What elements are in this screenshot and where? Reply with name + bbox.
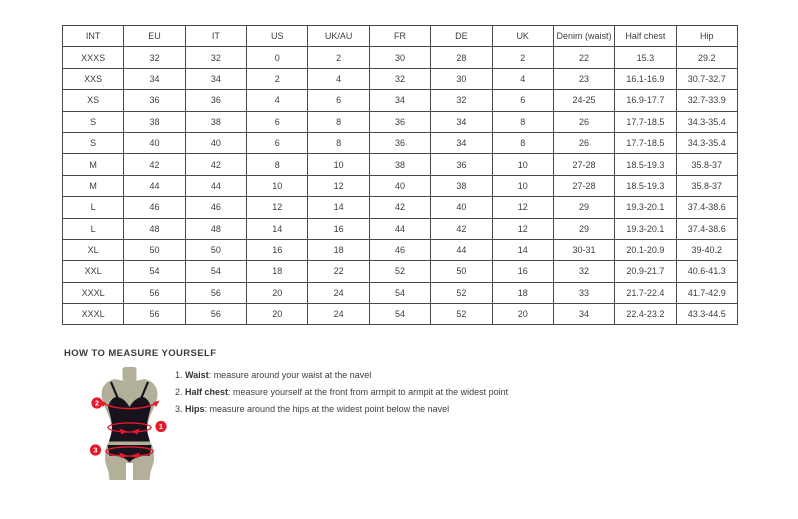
size-cell: 26 — [553, 111, 614, 132]
size-cell: 10 — [492, 175, 553, 196]
size-cell: 16 — [308, 218, 369, 239]
size-cell: 2 — [492, 47, 553, 68]
size-cell: 14 — [247, 218, 308, 239]
size-cell: 18 — [247, 261, 308, 282]
size-cell: XXXS — [63, 47, 124, 68]
size-cell: 54 — [369, 282, 430, 303]
size-cell: 30.7-32.7 — [676, 68, 737, 89]
size-cell: 16 — [247, 239, 308, 260]
size-cell: 4 — [247, 90, 308, 111]
step-number: 3. — [175, 404, 186, 414]
size-cell: 46 — [124, 197, 185, 218]
size-cell: 20 — [492, 304, 553, 325]
measurement-figure — [82, 363, 177, 508]
size-cell: 6 — [308, 90, 369, 111]
table-row — [63, 197, 738, 218]
size-cell: XL — [63, 239, 124, 260]
size-cell: 36 — [369, 132, 430, 153]
size-cell: 27-28 — [553, 154, 614, 175]
step-term: Waist — [185, 370, 209, 380]
size-cell: 40 — [431, 197, 492, 218]
size-cell: 52 — [431, 282, 492, 303]
table-row — [63, 111, 738, 132]
size-cell: 18.5-19.3 — [615, 175, 676, 196]
size-cell: 14 — [492, 239, 553, 260]
size-cell: 40 — [185, 132, 246, 153]
column-header: UK/AU — [308, 26, 369, 47]
size-cell: 41.7-42.9 — [676, 282, 737, 303]
size-cell: 34 — [431, 132, 492, 153]
size-cell: S — [63, 111, 124, 132]
size-cell: XXXL — [63, 282, 124, 303]
size-cell: 32 — [553, 261, 614, 282]
size-cell: 30-31 — [553, 239, 614, 260]
table-row — [63, 218, 738, 239]
size-cell: 10 — [247, 175, 308, 196]
size-cell: 54 — [369, 304, 430, 325]
size-cell: 6 — [247, 111, 308, 132]
size-table — [62, 25, 738, 325]
size-cell: 20.9-21.7 — [615, 261, 676, 282]
size-cell: 35.8-37 — [676, 154, 737, 175]
size-cell: 10 — [492, 154, 553, 175]
marker-2 — [91, 397, 102, 408]
size-cell: 34 — [124, 68, 185, 89]
size-cell: 36 — [185, 90, 246, 111]
size-cell: 40 — [124, 132, 185, 153]
size-cell: 20 — [247, 304, 308, 325]
size-cell: 38 — [185, 111, 246, 132]
measure-step — [175, 369, 508, 386]
size-cell: 30 — [369, 47, 430, 68]
size-cell: 34 — [431, 111, 492, 132]
size-cell: 12 — [492, 197, 553, 218]
table-row — [63, 304, 738, 325]
size-cell: 2 — [308, 47, 369, 68]
size-cell: 8 — [492, 111, 553, 132]
size-cell: 36 — [124, 90, 185, 111]
size-cell: 36 — [369, 111, 430, 132]
size-cell: 38 — [369, 154, 430, 175]
marker-3-number: 3 — [93, 447, 98, 455]
step-number: 1. — [175, 370, 186, 380]
size-cell: 24 — [308, 282, 369, 303]
size-cell: 32 — [185, 47, 246, 68]
size-cell: M — [63, 154, 124, 175]
size-cell: 44 — [185, 175, 246, 196]
step-term: Half chest — [185, 387, 229, 397]
table-row — [63, 132, 738, 153]
step-text: : measure yourself at the front from armpit to armpit at the widest point — [228, 387, 509, 397]
size-cell: 40.6-41.3 — [676, 261, 737, 282]
column-header: UK — [492, 26, 553, 47]
size-cell: 32 — [124, 47, 185, 68]
size-cell: 42 — [369, 197, 430, 218]
column-header: Hip — [676, 26, 737, 47]
size-cell: 54 — [185, 261, 246, 282]
size-cell: 21.7-22.4 — [615, 282, 676, 303]
size-cell: 44 — [369, 218, 430, 239]
size-cell: 15.3 — [615, 47, 676, 68]
size-cell: 34 — [185, 68, 246, 89]
size-cell: 40 — [369, 175, 430, 196]
size-cell: 46 — [369, 239, 430, 260]
size-table-header-row — [63, 26, 738, 47]
size-cell: 35.8-37 — [676, 175, 737, 196]
table-row — [63, 90, 738, 111]
table-row — [63, 47, 738, 68]
size-cell: 36 — [431, 154, 492, 175]
size-cell: 50 — [185, 239, 246, 260]
size-cell: 12 — [247, 197, 308, 218]
column-header: DE — [431, 26, 492, 47]
size-cell: 38 — [124, 111, 185, 132]
size-cell: 26 — [553, 132, 614, 153]
size-cell: 19.3-20.1 — [615, 218, 676, 239]
column-header: US — [247, 26, 308, 47]
size-cell: 52 — [431, 304, 492, 325]
size-cell: 52 — [369, 261, 430, 282]
size-cell: 0 — [247, 47, 308, 68]
size-cell: 48 — [124, 218, 185, 239]
marker-1 — [155, 421, 166, 432]
size-cell: 34 — [369, 90, 430, 111]
size-cell: 2 — [247, 68, 308, 89]
size-cell: 42 — [431, 218, 492, 239]
measure-guide-title: HOW TO MEASURE YOURSELF — [64, 348, 217, 359]
size-cell: 56 — [185, 304, 246, 325]
size-cell: 46 — [185, 197, 246, 218]
size-cell: 29 — [553, 218, 614, 239]
size-cell: 16.9-17.7 — [615, 90, 676, 111]
table-row — [63, 154, 738, 175]
size-cell: 8 — [247, 154, 308, 175]
size-cell: 17.7-18.5 — [615, 111, 676, 132]
size-cell: 54 — [124, 261, 185, 282]
step-term: Hips — [185, 404, 205, 414]
size-cell: 50 — [431, 261, 492, 282]
size-cell: 16 — [492, 261, 553, 282]
size-cell: 33 — [553, 282, 614, 303]
size-cell: M — [63, 175, 124, 196]
size-cell: XS — [63, 90, 124, 111]
size-cell: 38 — [431, 175, 492, 196]
size-cell: 22.4-23.2 — [615, 304, 676, 325]
size-cell: 29.2 — [676, 47, 737, 68]
step-text: : measure around the hips at the widest point below the navel — [204, 404, 450, 414]
marker-1-number: 1 — [159, 424, 163, 432]
size-cell: 42 — [124, 154, 185, 175]
measure-step — [175, 386, 508, 403]
size-cell: 22 — [308, 261, 369, 282]
size-cell: 8 — [492, 132, 553, 153]
size-cell: 22 — [553, 47, 614, 68]
measure-step — [175, 403, 508, 420]
size-cell: 37.4-38.6 — [676, 218, 737, 239]
size-cell: 10 — [308, 154, 369, 175]
size-cell: 18 — [492, 282, 553, 303]
size-cell: 29 — [553, 197, 614, 218]
column-header: INT — [63, 26, 124, 47]
size-cell: 12 — [492, 218, 553, 239]
measure-steps — [175, 369, 508, 420]
size-cell: 56 — [185, 282, 246, 303]
size-cell: 32.7-33.9 — [676, 90, 737, 111]
size-cell: 32 — [369, 68, 430, 89]
size-cell: 20.1-20.9 — [615, 239, 676, 260]
size-cell: 44 — [431, 239, 492, 260]
size-cell: 34.3-35.4 — [676, 111, 737, 132]
size-cell: 4 — [308, 68, 369, 89]
step-number: 2. — [175, 387, 186, 397]
size-cell: 12 — [308, 175, 369, 196]
column-header: IT — [185, 26, 246, 47]
table-row — [63, 282, 738, 303]
table-row — [63, 239, 738, 260]
column-header: FR — [369, 26, 430, 47]
size-cell: 23 — [553, 68, 614, 89]
size-cell: 30 — [431, 68, 492, 89]
size-cell: L — [63, 218, 124, 239]
size-cell: 19.3-20.1 — [615, 197, 676, 218]
size-cell: 27-28 — [553, 175, 614, 196]
size-cell: 20 — [247, 282, 308, 303]
mannequin-illustration — [82, 363, 177, 508]
size-cell: 34.3-35.4 — [676, 132, 737, 153]
size-cell: 28 — [431, 47, 492, 68]
size-cell: XXXL — [63, 304, 124, 325]
size-cell: 42 — [185, 154, 246, 175]
size-cell: 6 — [492, 90, 553, 111]
size-cell: 34 — [553, 304, 614, 325]
column-header: Denim (waist) — [553, 26, 614, 47]
size-cell: 24-25 — [553, 90, 614, 111]
size-cell: 43.3-44.5 — [676, 304, 737, 325]
size-cell: 24 — [308, 304, 369, 325]
size-table-body — [63, 47, 738, 325]
size-cell: 39-40.2 — [676, 239, 737, 260]
marker-2-number: 2 — [95, 400, 99, 408]
step-text: : measure around your waist at the navel — [208, 370, 372, 380]
size-cell: L — [63, 197, 124, 218]
size-cell: 56 — [124, 304, 185, 325]
size-cell: 18 — [308, 239, 369, 260]
size-cell: 18.5-19.3 — [615, 154, 676, 175]
size-cell: 14 — [308, 197, 369, 218]
size-cell: 56 — [124, 282, 185, 303]
column-header: EU — [124, 26, 185, 47]
size-cell: XXS — [63, 68, 124, 89]
column-header: Half chest — [615, 26, 676, 47]
size-cell: XXL — [63, 261, 124, 282]
size-cell: 17.7-18.5 — [615, 132, 676, 153]
table-row — [63, 175, 738, 196]
table-row — [63, 68, 738, 89]
marker-3 — [90, 444, 101, 455]
size-cell: S — [63, 132, 124, 153]
size-cell: 48 — [185, 218, 246, 239]
size-cell: 44 — [124, 175, 185, 196]
size-cell: 6 — [247, 132, 308, 153]
table-row — [63, 261, 738, 282]
size-cell: 37.4-38.6 — [676, 197, 737, 218]
size-cell: 50 — [124, 239, 185, 260]
size-cell: 32 — [431, 90, 492, 111]
size-cell: 16.1-16.9 — [615, 68, 676, 89]
size-cell: 8 — [308, 132, 369, 153]
size-cell: 4 — [492, 68, 553, 89]
size-cell: 8 — [308, 111, 369, 132]
